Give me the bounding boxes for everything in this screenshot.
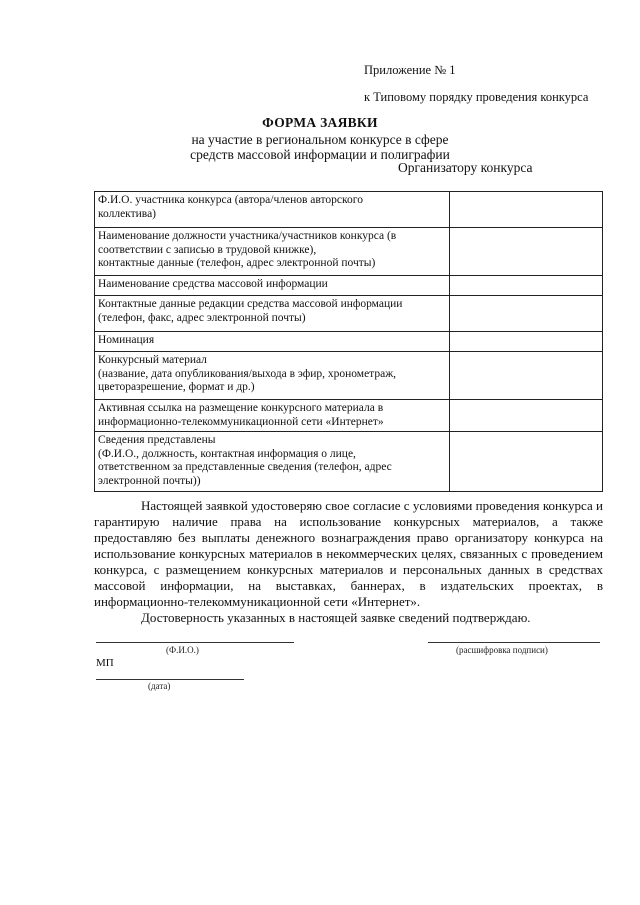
form-row xyxy=(95,276,603,296)
decode-caption: (расшифровка подписи) xyxy=(456,645,548,655)
form-row-label xyxy=(95,400,450,432)
form-row xyxy=(95,192,603,228)
form-row-label-line: Номинация xyxy=(98,334,155,346)
form-row xyxy=(95,432,603,492)
form-row-label xyxy=(95,276,450,296)
form-row-value-field[interactable] xyxy=(449,192,602,228)
form-row-label-line: электронной почты)) xyxy=(98,474,201,487)
form-row-value-field[interactable] xyxy=(449,352,602,400)
signature-decode-line xyxy=(428,642,600,643)
form-row-label xyxy=(95,332,450,352)
form-row-label xyxy=(95,192,450,228)
form-row xyxy=(95,400,603,432)
form-row-label-line: Наименование должности участника/участников конкурса (в xyxy=(98,230,397,242)
form-row-value-field[interactable] xyxy=(449,432,602,492)
form-row-label-line: ответственном за представленные сведения (телефон, адрес xyxy=(98,461,392,473)
form-row-label-line: контактные данные (телефон, адрес электронной почты) xyxy=(98,257,376,269)
date-line xyxy=(96,679,244,680)
form-row-label xyxy=(95,228,450,276)
form-row-label-line: Конкурсный материал xyxy=(98,354,207,366)
confirmation-paragraph: Достоверность указанных в настоящей заявке сведений подтверждаю. xyxy=(141,610,531,625)
form-row-value-field[interactable] xyxy=(449,276,602,296)
annex-number: Приложение № 1 xyxy=(364,63,456,77)
form-row-label-line: (название, дата опубликования/выхода в эфир, хронометраж, xyxy=(98,367,397,380)
form-row-label-line: Сведения представлены xyxy=(98,434,216,446)
form-row-value-field[interactable] xyxy=(449,332,602,352)
form-row-value-field[interactable] xyxy=(449,400,602,432)
form-row-value-field[interactable] xyxy=(449,228,602,276)
consent-text xyxy=(94,498,603,626)
form-row xyxy=(95,296,603,332)
form-row-label-line: Активная ссылка на размещение конкурсного материала в xyxy=(98,402,384,414)
form-row-label-line: соответствии с записью в трудовой книжке), xyxy=(98,243,317,256)
subtitle-line-1: на участие в региональном конкурсе в сфере xyxy=(191,132,449,147)
form-title: ФОРМА ЗАЯВКИ xyxy=(262,115,378,130)
form-row-label-line: Контактные данные редакции средства массовой информации xyxy=(98,298,403,310)
form-row-label-line: Наименование средства массовой информации xyxy=(98,278,328,290)
form-row-label-line: коллектива) xyxy=(98,207,157,220)
form-row-value-field[interactable] xyxy=(449,296,602,332)
form-row-label xyxy=(95,432,450,492)
form-row-label xyxy=(95,352,450,400)
consent-paragraph: Настоящей заявкой удостоверяю свое согласие с условиями проведения конкурса и гарантирую наличие права на использование конкурсных материалов, а также предоставляю без выплаты денежного вознаграждения право организатору конкурса на использование конкурсных материалов в некоммерческих целях, связанных с проведением конкурса, с размещением конкурсных материалов и персональных данных в средствах массовой информации, на выставках, баннерах, в издательских проектах, в информационно-телекоммуникационной сети «Интернет». xyxy=(94,498,603,609)
form-row-label-line: (телефон, факс, адрес электронной почты) xyxy=(98,311,306,324)
application-form-table xyxy=(94,191,603,492)
fio-caption: (Ф.И.О.) xyxy=(166,645,199,655)
form-row xyxy=(95,352,603,400)
form-row-label-line: цветоразрешение, формат и др.) xyxy=(98,381,255,393)
form-row xyxy=(95,332,603,352)
form-row-label xyxy=(95,296,450,332)
fio-signature-line xyxy=(96,642,294,643)
annex-reference: к Типовому порядку проведения конкурса xyxy=(364,90,589,104)
form-row-label-line: информационно-телекоммуникационной сети «Интернет» xyxy=(98,415,384,428)
form-row-label-line: (Ф.И.О., должность, контактная информация о лице, xyxy=(98,447,356,460)
form-row-label-line: Ф.И.О. участника конкурса (автора/членов авторского xyxy=(98,194,363,206)
form-row xyxy=(95,228,603,276)
subtitle-line-2: средств массовой информации и полиграфии xyxy=(190,147,450,162)
date-caption: (дата) xyxy=(148,681,171,691)
stamp-place-label: МП xyxy=(96,657,114,669)
organizer-addressee: Организатору конкурса xyxy=(398,160,533,175)
